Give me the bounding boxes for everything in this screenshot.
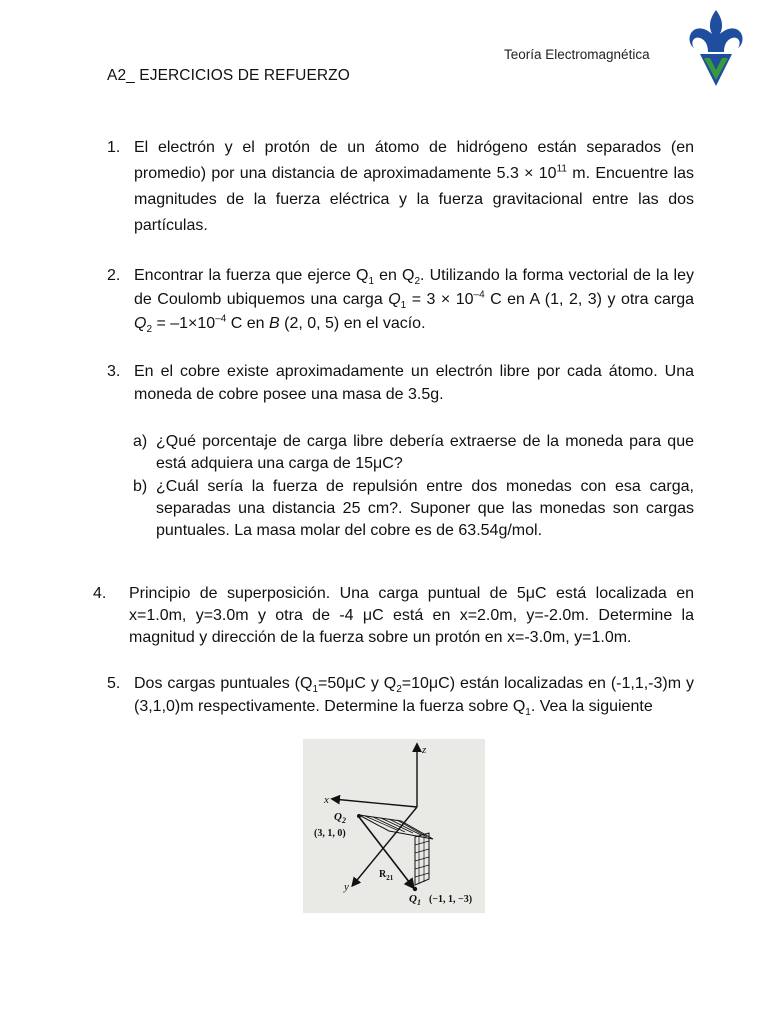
problem-number: 1. bbox=[107, 139, 121, 156]
q1-label: $Q_1$ bbox=[409, 893, 421, 907]
document-title: A2_ EJERCICIOS DE REFUERZO bbox=[107, 67, 350, 84]
x-axis-label: x bbox=[324, 794, 329, 806]
diagram-svg bbox=[303, 739, 485, 913]
problem-4: 4. Principio de superposición. Una carga puntual de 5μC está localizada en x=1.0m, y=3.0m y otra de -4 μC está en x=2.0m, y=-2.0m. Determine la magnitud y dirección de la fuerza sobre un protón en x=-3.0m, y=1.0m. bbox=[93, 585, 694, 646]
problem-3: 3. En el cobre existe aproximadamente un electrón libre por cada átomo. Una moneda de cobre posee una masa de 3.5g. bbox=[134, 360, 694, 406]
problem-number: 2. bbox=[107, 267, 121, 284]
q1-coord: (−1, 1, −3) bbox=[429, 894, 473, 905]
q2-point bbox=[357, 814, 361, 818]
problem-number: 5. bbox=[107, 675, 121, 692]
problem-3a: a) ¿Qué porcentaje de carga libre debería extraerse de la moneda para que está adquiera una carga de 15μC? bbox=[133, 433, 694, 472]
problem-5: 5. Dos cargas puntuales ($Q_1=50\mu C$ y $Q_2=10\mu C$) están localizadas en (-1,1,-3)m y (3,1,0)m respectivamente. Determine la fuerza sobre $Q_1$. Vea la siguiente bbox=[134, 672, 694, 718]
q1-point bbox=[413, 887, 417, 891]
z-axis-label: z bbox=[422, 744, 427, 756]
problem-1: 1. El electrón y el protón de un átomo de hidrógeno están separados (en promedio) por una distancia de aproximadamente $5.3 \times 10^{11}$ m. Encuentre las magnitudes de la fuerza eléctrica y la fuerza gravitacional entre las dos partículas. bbox=[134, 135, 694, 239]
problem-3b: b) ¿Cuál sería la fuerza de repulsión entre dos monedas con esa carga, separadas una distancia 25 cm?. Suponer que las monedas son cargas puntuales. La masa molar del cobre es de 63.54g/mol. bbox=[133, 478, 694, 539]
x-axis bbox=[333, 799, 417, 807]
q2-label: $Q_2$ bbox=[334, 811, 346, 825]
charges-diagram bbox=[303, 739, 485, 913]
problem-number: 3. bbox=[107, 363, 121, 380]
q2-coord: (3, 1, 0) bbox=[314, 828, 346, 839]
problem-number: 4. bbox=[93, 585, 107, 602]
course-header: Teoría Electromagnética bbox=[504, 47, 650, 62]
university-logo bbox=[686, 8, 746, 90]
r21-label: $R_{21}$ bbox=[379, 869, 394, 882]
problem-2: 2. Encontrar la fuerza que ejerce $Q_1$ en $Q_2$. Utilizando la forma vectorial de la ley de Coulomb ubiquemos una carga $Q_1 = 3 \times 10^{-4}$ C en A (1, 2, 3) y otra carga $Q_2 = -1\times 10^{-4}$ C en B (2, 0, 5) en el vacío. bbox=[134, 264, 694, 336]
y-axis-label: y bbox=[344, 881, 349, 893]
